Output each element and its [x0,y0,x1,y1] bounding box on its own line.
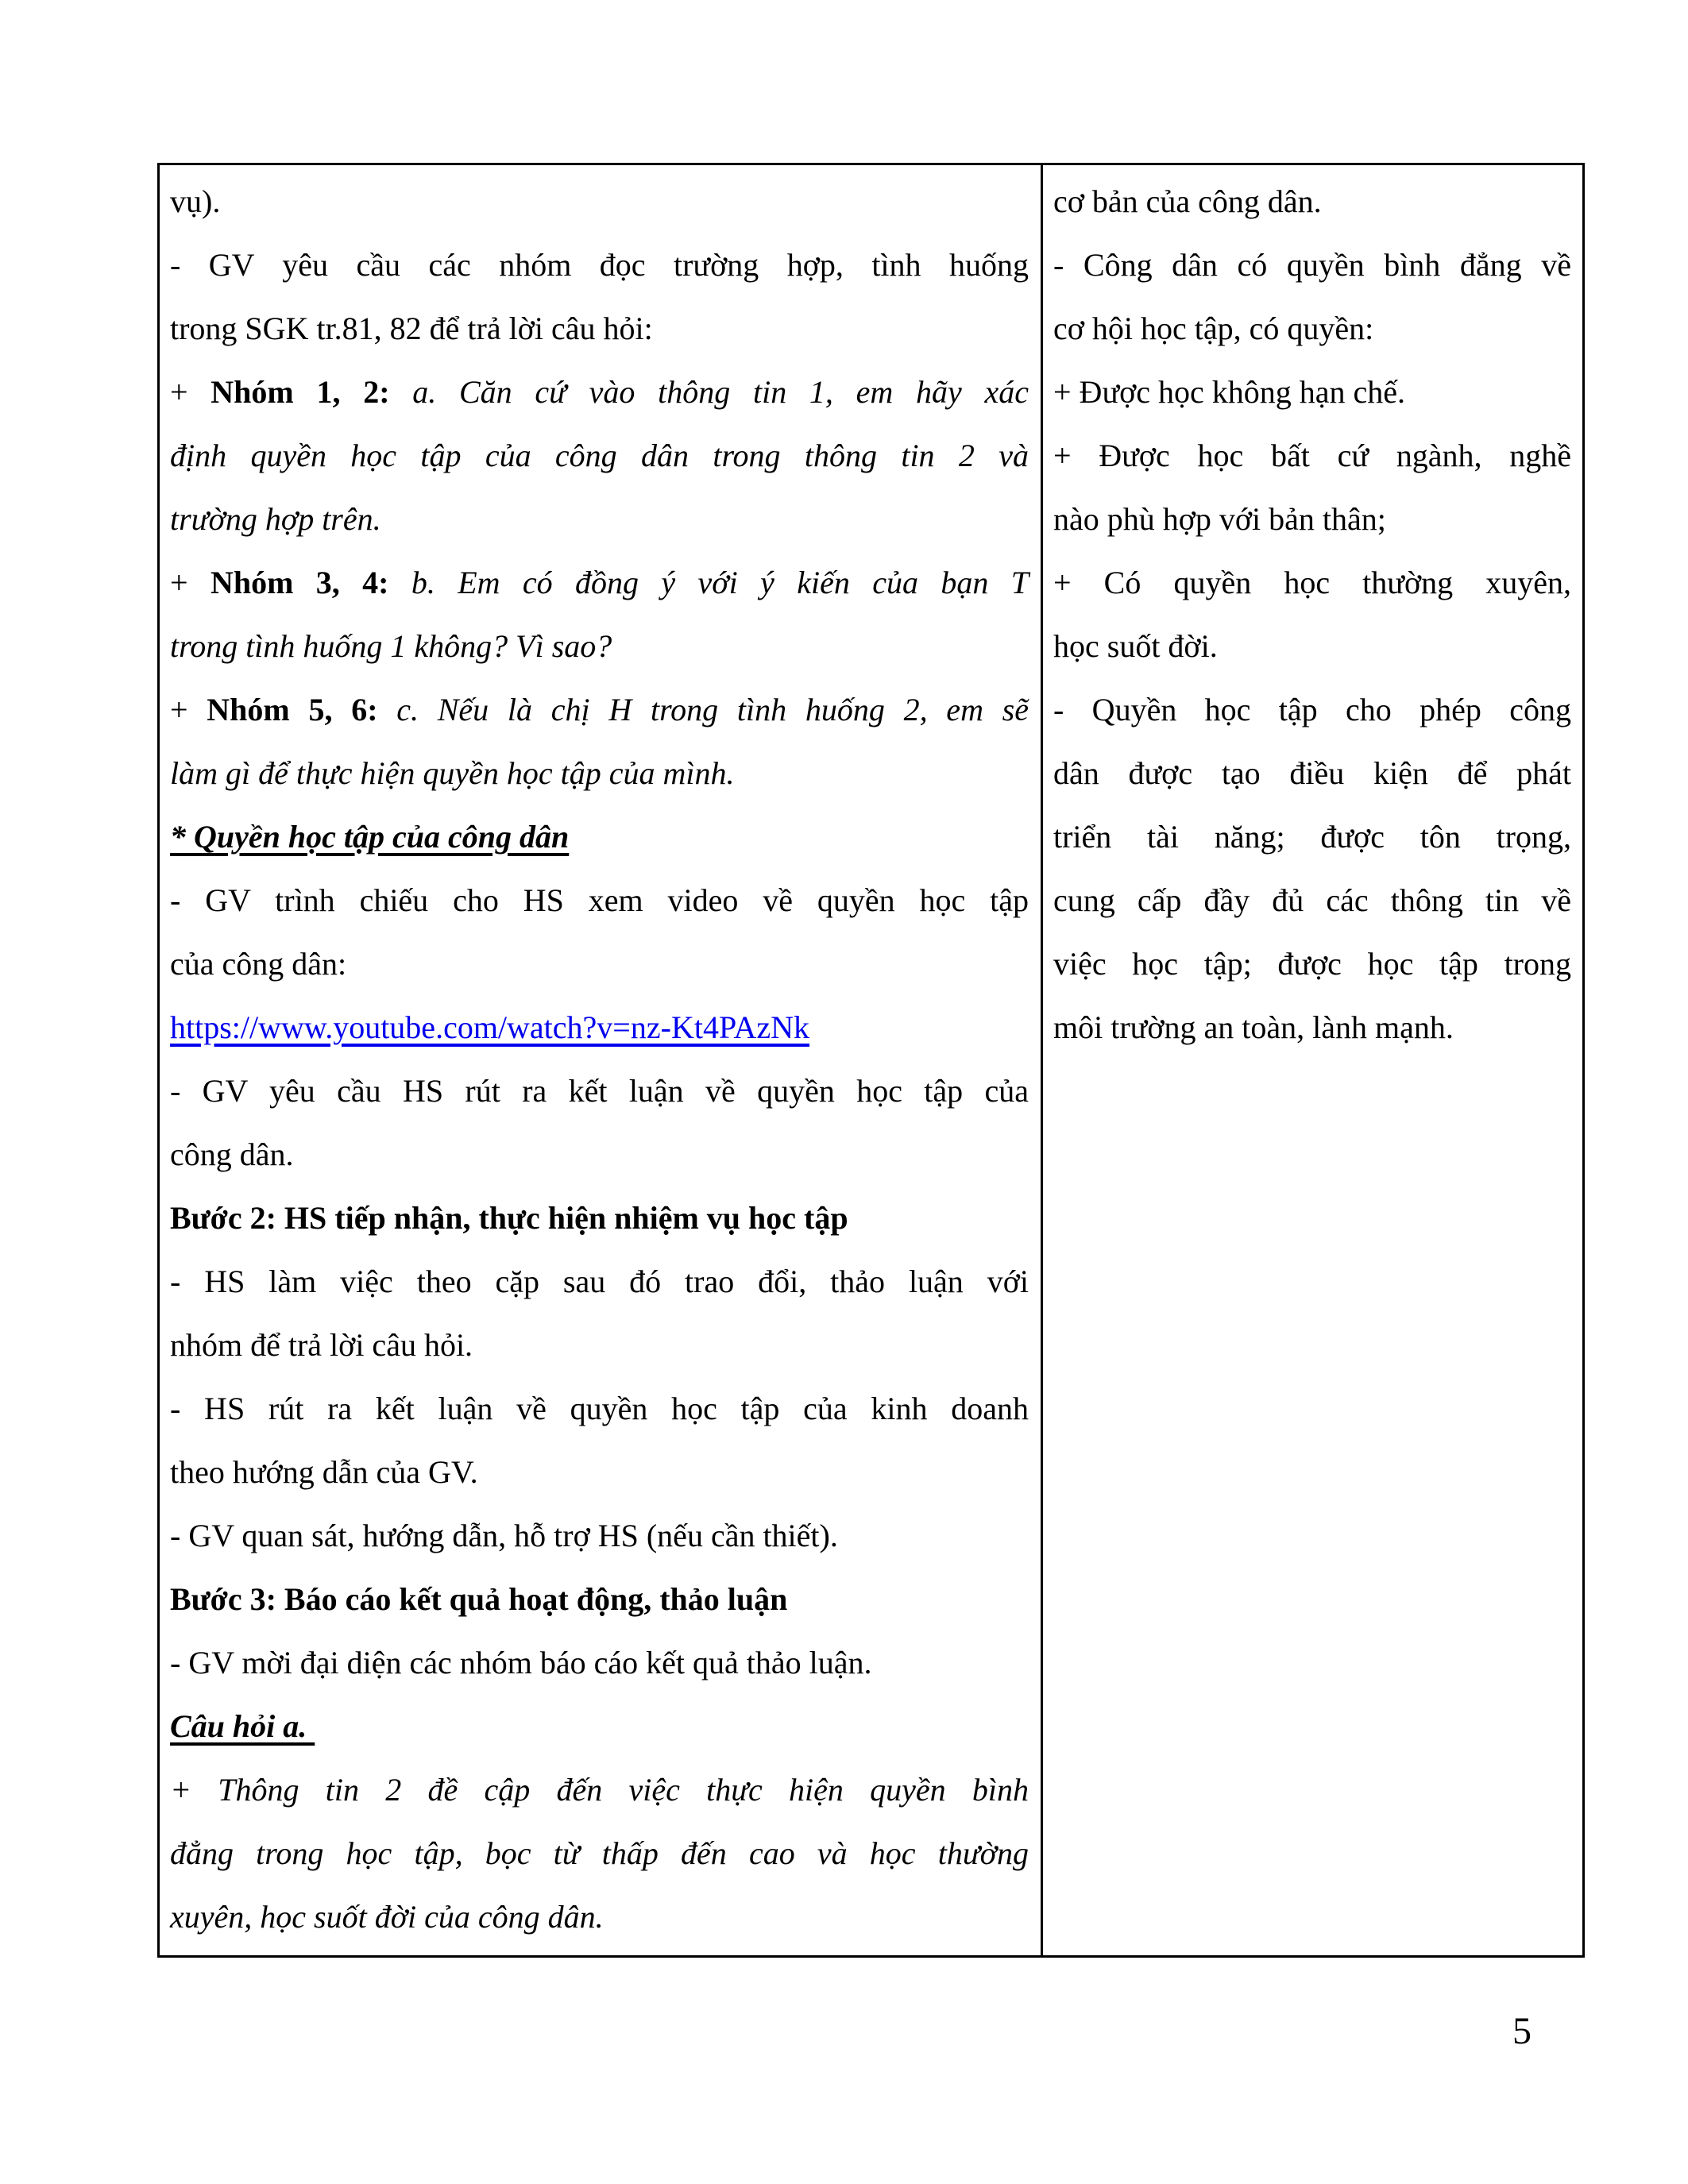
text-segment: cơ hội học tập, có quyền: [1053,311,1374,346]
text-line [170,1695,1029,1758]
text-line [170,1377,1029,1441]
text-segment: + Có quyền học thường xuyên, [1053,565,1571,600]
text-line [1053,424,1571,488]
text-line [1053,932,1571,996]
text-line [170,678,1029,742]
text-line [170,361,1029,424]
text-line [1053,297,1571,361]
text-line [1053,233,1571,297]
text-line [1053,996,1571,1059]
text-line [170,615,1029,678]
text-line [170,1250,1029,1314]
text-segment: - GV trình chiếu cho HS xem video về quyền học tập [170,882,1029,918]
text-line [1053,742,1571,805]
text-segment: việc học tập; được học tập trong [1053,946,1571,982]
text-segment: - HS rút ra kết luận về quyền học tập của kinh doanh [170,1391,1029,1426]
text-segment: a. Căn cứ vào thông tin 1, em hãy xác [412,374,1029,410]
text-line [170,1568,1029,1631]
text-segment: định quyền học tập của công dân trong thông tin 2 và [170,438,1029,473]
text-segment: của công dân: [170,946,347,982]
text-segment: vụ). [170,183,221,219]
text-segment: + Được học bất cứ ngành, nghề [1053,438,1571,473]
text-line [1053,551,1571,615]
text-segment: Câu hỏi a. [170,1708,315,1744]
text-segment: cơ bản của công dân. [1053,183,1322,219]
text-line [170,1059,1029,1123]
text-segment: triển tài năng; được tôn trọng, [1053,819,1571,855]
text-line [170,996,1029,1059]
text-segment: đẳng trong học tập, bọc từ thấp đến cao và học thường [170,1835,1029,1871]
text-line [170,551,1029,615]
text-segment: nhóm để trả lời câu hỏi. [170,1327,473,1363]
text-line [170,1885,1029,1949]
text-line [1053,170,1571,233]
text-line [170,1441,1029,1504]
text-segment: + Thông tin 2 đề cập đến việc thực hiện quyền bình [170,1772,1029,1808]
text-line [170,1187,1029,1250]
text-line [170,1504,1029,1568]
text-line [1053,678,1571,742]
text-line [1053,488,1571,551]
text-line [170,1314,1029,1377]
text-segment: môi trường an toàn, lành mạnh. [1053,1009,1454,1045]
text-segment: theo hướng dẫn của GV. [170,1454,478,1490]
text-segment: xuyên, học suốt đời của công dân. [170,1899,604,1935]
text-line [1053,615,1571,678]
text-segment: Nhóm 3, 4: [210,565,411,600]
page-number: 5 [1512,2010,1532,2052]
text-line [170,1123,1029,1187]
text-segment: trong tình huống 1 không? Vì sao? [170,628,612,664]
text-line [170,742,1029,805]
text-segment: - GV quan sát, hướng dẫn, hỗ trợ HS (nếu cần thiết). [170,1518,838,1553]
lesson-plan-table [157,163,1585,1958]
text-line [170,1758,1029,1822]
text-segment: làm gì để thực hiện quyền học tập của mình. [170,755,735,791]
text-segment: - Quyền học tập cho phép công [1053,692,1571,727]
text-segment: b. Em có đồng ý với ý kiến của bạn T [411,565,1029,600]
text-segment: + [170,374,211,410]
text-segment: - GV yêu cầu các nhóm đọc trường hợp, tình huống [170,247,1029,283]
text-segment: + Được học không hạn chế. [1053,374,1406,410]
text-segment: công dân. [170,1136,294,1172]
text-segment: + [170,565,211,600]
text-segment: Nhóm 5, 6: [207,692,397,727]
text-line [170,869,1029,932]
text-segment: nào phù hợp với bản thân; [1053,501,1386,537]
text-segment: - GV mời đại diện các nhóm báo cáo kết quả thảo luận. [170,1645,872,1680]
text-line [170,1631,1029,1695]
text-segment: cung cấp đầy đủ các thông tin về [1053,882,1571,918]
text-segment: Nhóm 1, 2: [211,374,413,410]
text-segment: - GV yêu cầu HS rút ra kết luận về quyền học tập của [170,1073,1029,1109]
text-line [170,932,1029,996]
text-segment: trong SGK tr.81, 82 để trả lời câu hỏi: [170,311,653,346]
text-segment: - Công dân có quyền bình đẳng về [1053,247,1571,283]
text-segment: học suốt đời. [1053,628,1218,664]
text-segment: * Quyền học tập của công dân [170,819,570,855]
table-cell-activities [160,165,1041,1955]
text-segment: trường hợp trên. [170,501,381,537]
text-line [170,1822,1029,1885]
text-line [170,297,1029,361]
youtube-link[interactable]: https://www.youtube.com/watch?v=nz-Kt4PAzNk [170,1009,810,1045]
text-segment: c. Nếu là chị H trong tình huống 2, em sẽ [396,692,1029,727]
text-line [170,233,1029,297]
text-line [170,170,1029,233]
text-segment: + [170,692,207,727]
text-segment: - HS làm việc theo cặp sau đó trao đổi, thảo luận với [170,1264,1029,1299]
text-segment: dân được tạo điều kiện để phát [1053,755,1571,791]
text-segment: Bước 3: Báo cáo kết quả hoạt động, thảo luận [170,1581,788,1617]
text-line [170,488,1029,551]
text-segment: Bước 2: HS tiếp nhận, thực hiện nhiệm vụ học tập [170,1200,848,1236]
text-line [1053,869,1571,932]
text-line [1053,361,1571,424]
text-line [170,805,1029,869]
text-line [170,424,1029,488]
text-line [1053,805,1571,869]
table-cell-content [1041,165,1582,1955]
